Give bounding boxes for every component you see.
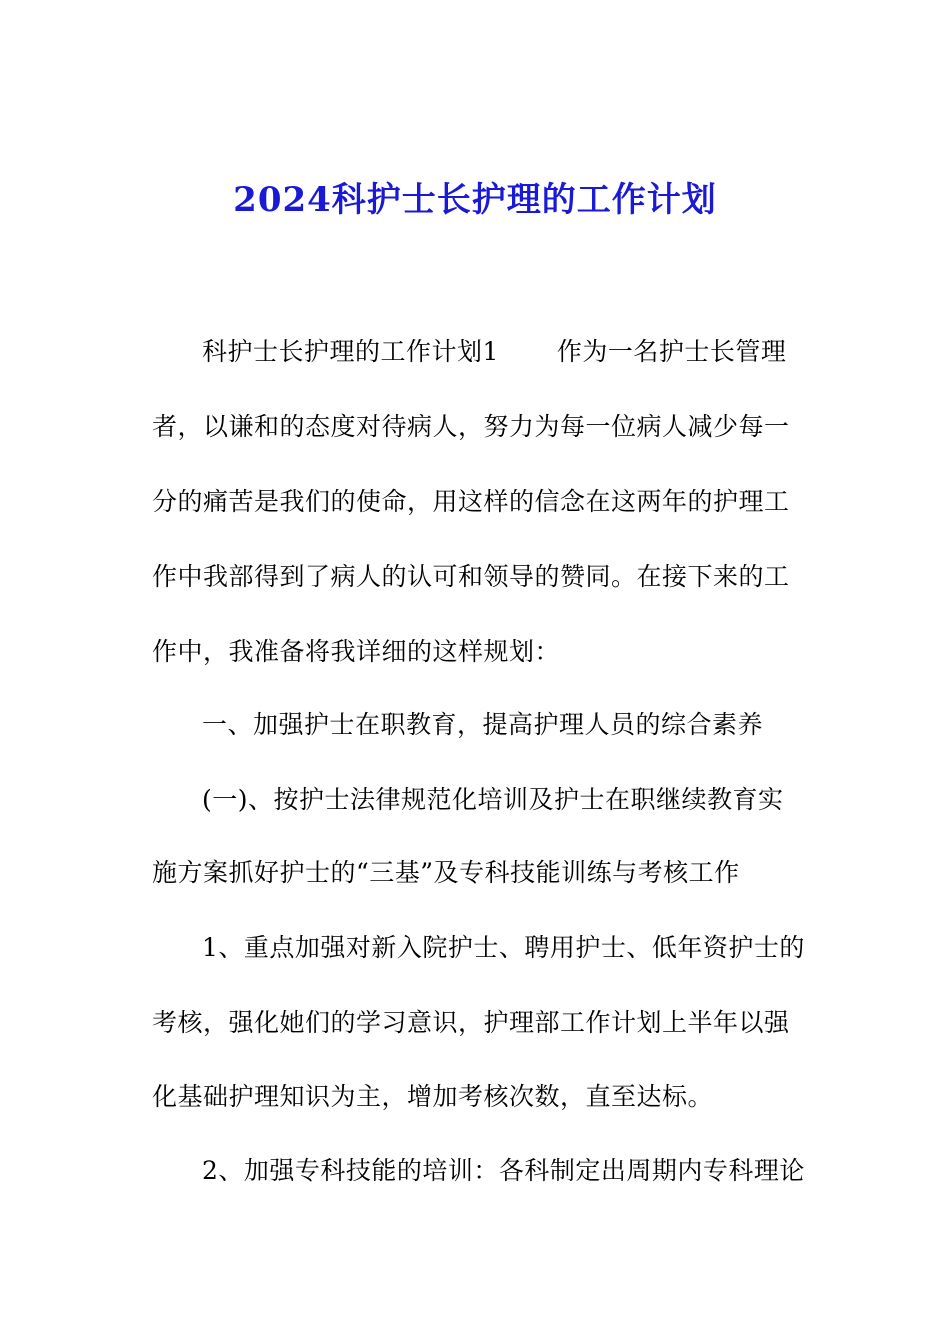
paragraph-start: 作为一名护士长管理	[556, 337, 787, 366]
item-1-line-3: 化基础护理知识为主，增加考核次数，直至达标。	[152, 1082, 714, 1111]
paragraph-line-2: 者，以谦和的态度对待病人，努力为每一位病人减少每一	[152, 412, 790, 441]
section-heading-line: 一、加强护士在职教育，提高护理人员的综合素养	[202, 710, 764, 739]
subsection-line-1: (一)、按护士法律规范化培训及护士在职继续教育实	[202, 785, 784, 814]
section-heading-1: 科护士长护理的工作计划1	[202, 337, 499, 366]
item-1-line-1: 1、重点加强对新入院护士、聘用护士、低年资护士的	[202, 933, 805, 962]
paragraph-line-1	[202, 334, 786, 370]
paragraph-line-5: 作中，我准备将我详细的这样规划：	[152, 637, 561, 666]
subsection-line-2: 施方案抓好护士的“三基”及专科技能训练与考核工作	[152, 858, 740, 887]
paragraph-line-4: 作中我部得到了病人的认可和领导的赞同。在接下来的工	[152, 562, 790, 591]
item-2-line-1: 2、加强专科技能的培训：各科制定出周期内专科理论	[202, 1156, 805, 1185]
document-title: 2024科护士长护理的工作计划	[233, 180, 717, 220]
paragraph-line-3: 分的痛苦是我们的使命，用这样的信念在这两年的护理工	[152, 487, 790, 516]
item-1-line-2: 考核，强化她们的学习意识，护理部工作计划上半年以强	[152, 1008, 790, 1037]
